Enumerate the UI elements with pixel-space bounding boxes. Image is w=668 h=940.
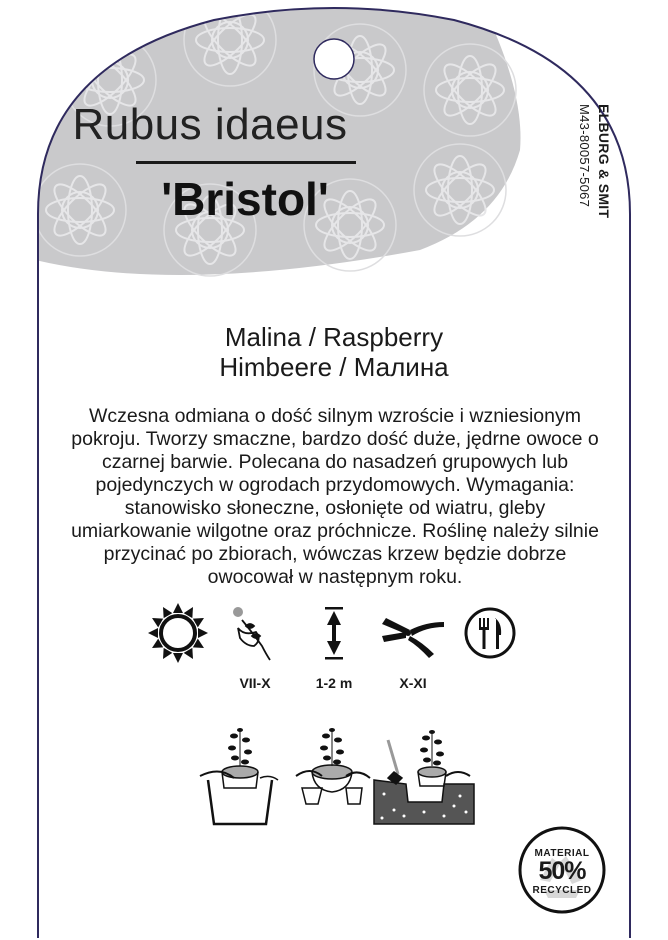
title-divider	[136, 161, 356, 164]
pruning-period-label: X-XI	[399, 675, 427, 691]
cultivar-name: 'Bristol'	[161, 173, 329, 225]
common-names-line-1: Malina / Raspberry	[224, 322, 444, 352]
badge-percent-text: 50%	[538, 857, 586, 885]
badge-recycled-text: RECYCLED	[532, 885, 592, 896]
badge-material-text: MATERIAL	[534, 848, 590, 859]
plant-description: Wczesna odmiana o dość silnym wzroście i wzniesionym pokroju. Tworzy smaczne, bardzo dość duże, jędrne owoce o czarnej barwie. Polecana do nasadzeń grupowych lub pojedynczych w ogrodach przydomowych. Wymagania: stanowisko słoneczne, osłonięte od wiatru, gleby umiarkowanie wilgotne oraz próchnicze. Roślinę należy silnie przycinać po zbiorach, wówczas krzew będzie dobrze owocował w następnym roku.	[71, 405, 599, 588]
flowering-period-label: VII-X	[239, 675, 271, 691]
height-label: 1-2 m	[315, 675, 353, 691]
brand-name: ELBURG & SMIT	[596, 104, 612, 219]
hanging-hole	[314, 39, 354, 79]
product-code: M43-80057-5067	[577, 104, 592, 208]
common-names-line-2: Himbeere / Малина	[219, 352, 449, 382]
latin-name: Rubus idaeus	[72, 100, 348, 149]
